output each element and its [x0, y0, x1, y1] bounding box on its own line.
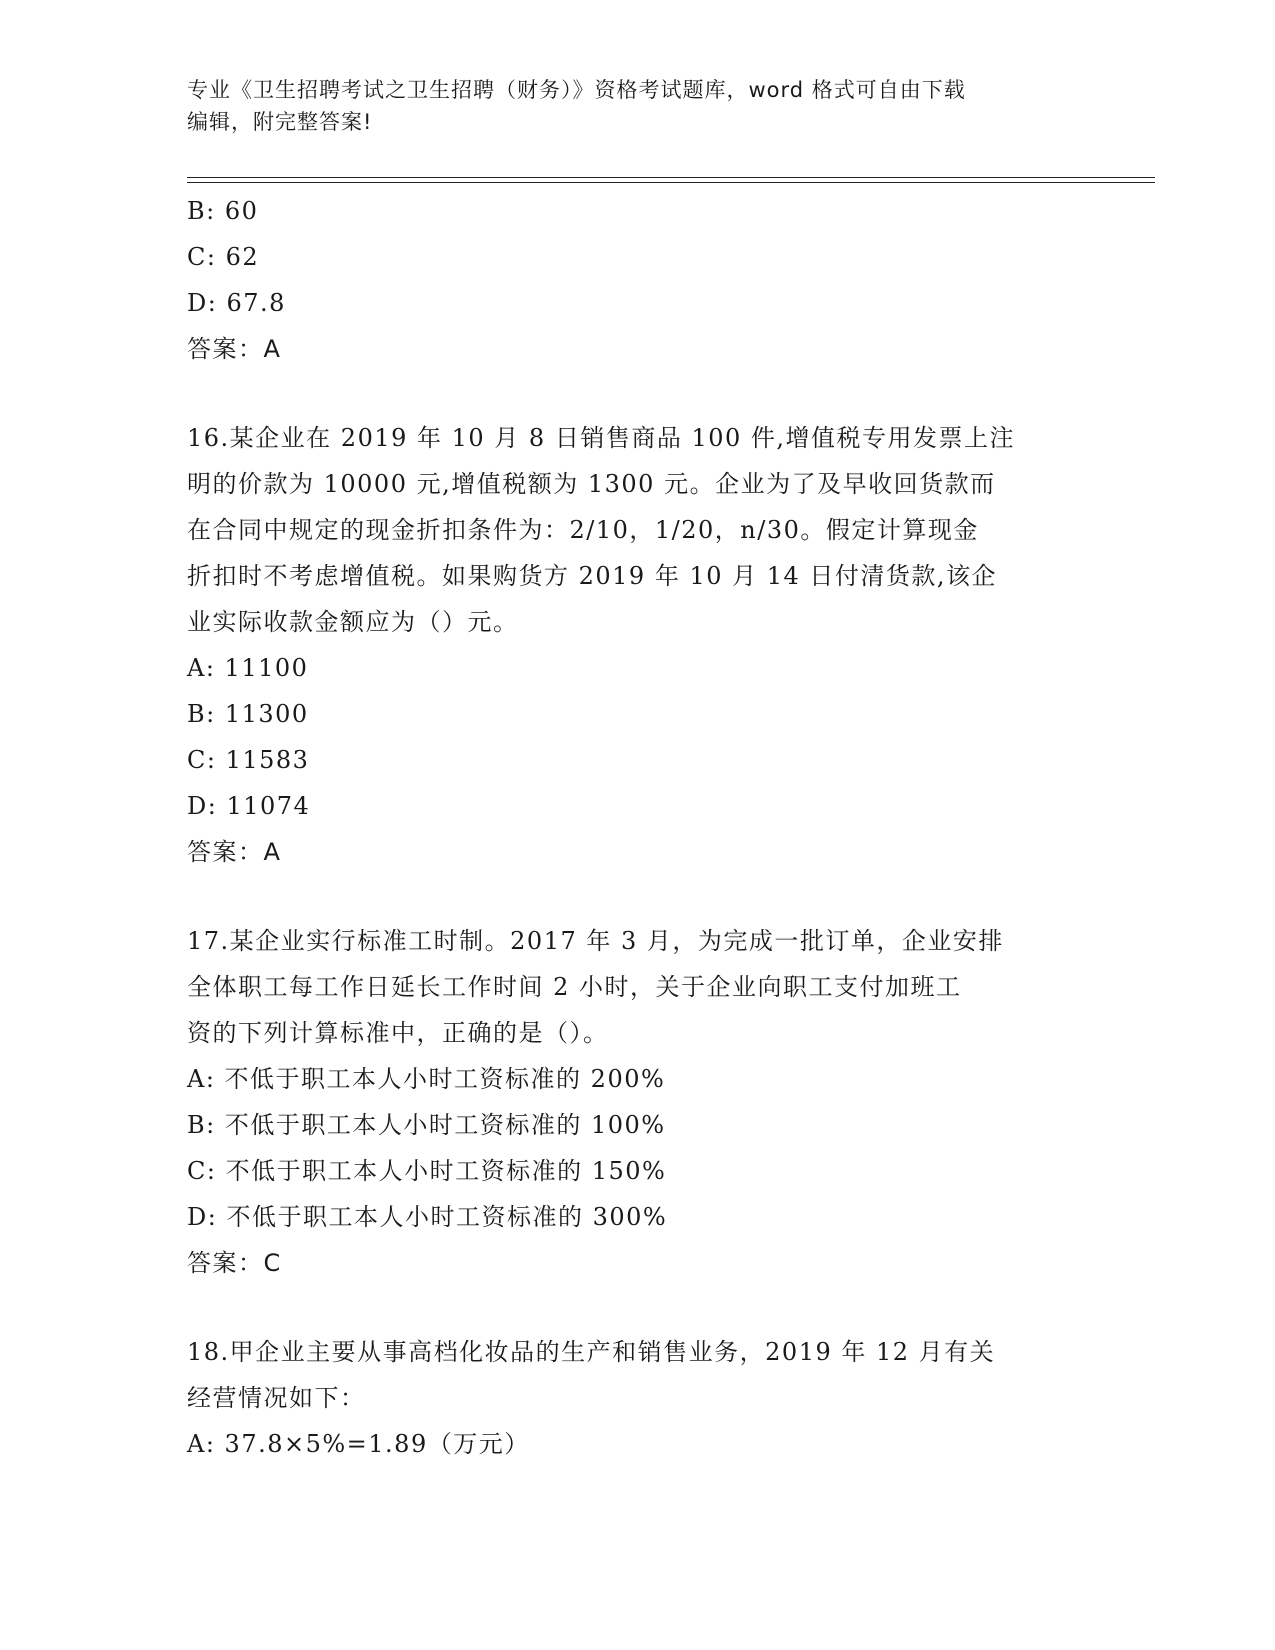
- answer: 答案：A: [187, 838, 282, 866]
- question-16: [187, 415, 1087, 875]
- answer: 答案：A: [187, 335, 282, 363]
- question-text-line: 资的下列计算标准中，正确的是（）。: [187, 1019, 609, 1047]
- question-text-line: 折扣时不考虑增值税。如果购货方 2019 年 10 月 14 日付清货款,该企: [187, 562, 998, 590]
- question-text-line: 全体职工每工作日延长工作时间 2 小时，关于企业向职工支付加班工: [187, 973, 962, 1001]
- spacer: [187, 372, 1087, 415]
- question-text-line: 经营情况如下：: [187, 1384, 366, 1412]
- option-b: B: 60: [187, 197, 259, 225]
- question-text-line: 业实际收款金额应为（）元。: [187, 608, 519, 636]
- spacer: [187, 875, 1087, 918]
- option-b: B: 不低于职工本人小时工资标准的 100%: [187, 1111, 666, 1139]
- option-d: D: 不低于职工本人小时工资标准的 300%: [187, 1203, 668, 1231]
- header-line-2: 编辑，附完整答案!: [187, 110, 373, 134]
- question-text-line: 明的价款为 10000 元,增值税额为 1300 元。企业为了及早收回货款而: [187, 470, 996, 498]
- question-text-line: 17.某企业实行标准工时制。2017 年 3 月，为完成一批订单，企业安排: [187, 927, 1004, 955]
- question-17: [187, 918, 1087, 1286]
- option-c: C: 62: [187, 243, 260, 271]
- question-text-line: 18.甲企业主要从事高档化妆品的生产和销售业务，2019 年 12 月有关: [187, 1338, 996, 1366]
- header-divider-bottom: [187, 182, 1155, 183]
- question-text-line: 在合同中规定的现金折扣条件为：2/10，1/20，n/30。假定计算现金: [187, 516, 979, 544]
- option-d: D: 11074: [187, 792, 311, 820]
- option-c: C: 不低于职工本人小时工资标准的 150%: [187, 1157, 667, 1185]
- question-content: [187, 188, 1087, 1467]
- page-header: [187, 74, 1087, 138]
- option-a: A: 37.8×5%=1.89（万元）: [187, 1430, 530, 1458]
- header-line-1: 专业《卫生招聘考试之卫生招聘（财务）》资格考试题库，word 格式可自由下载: [187, 78, 966, 102]
- question-15-tail: [187, 188, 1087, 372]
- question-18: [187, 1329, 1087, 1467]
- header-divider-top: [187, 177, 1155, 178]
- option-c: C: 11583: [187, 746, 310, 774]
- answer: 答案：C: [187, 1249, 282, 1277]
- spacer: [187, 1286, 1087, 1329]
- option-a: A: 不低于职工本人小时工资标准的 200%: [187, 1065, 666, 1093]
- option-d: D: 67.8: [187, 289, 286, 317]
- option-a: A: 11100: [187, 654, 309, 682]
- option-b: B: 11300: [187, 700, 309, 728]
- question-text-line: 16.某企业在 2019 年 10 月 8 日销售商品 100 件,增值税专用发票上注: [187, 424, 1016, 452]
